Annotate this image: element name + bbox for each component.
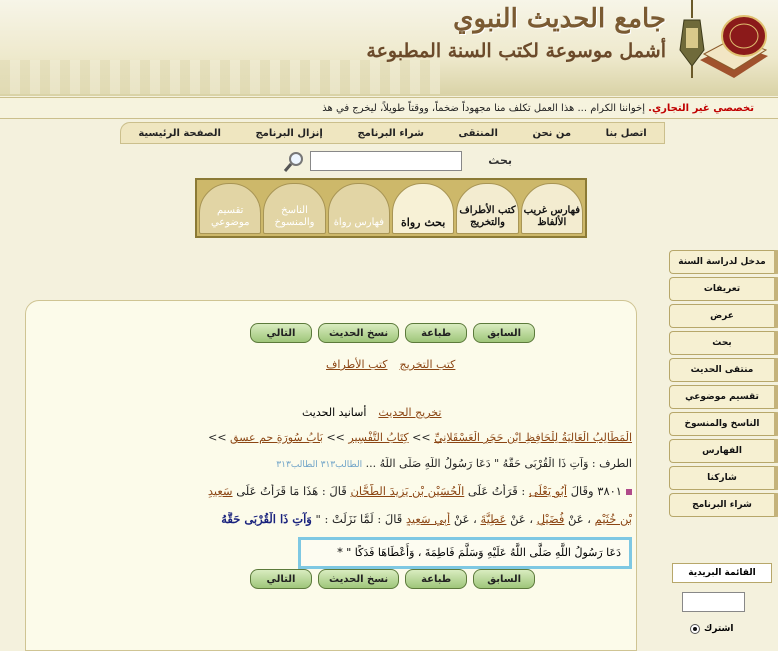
nav-selection[interactable]: المنتقى	[458, 127, 498, 139]
narrator-link[interactable]: أَبِي سَعِيدٍ	[405, 512, 451, 526]
ticker-highlight: تخصصي غير التجاري.	[648, 103, 754, 114]
narrator-link[interactable]: عَطِيَّةَ	[480, 512, 507, 526]
narrator-link[interactable]: بْنِ خُثَيْمٍ	[594, 512, 632, 526]
narrator-link[interactable]: أَبُو يَعْلَى	[528, 484, 568, 498]
tarf-label: الطرف :	[588, 457, 632, 470]
hadith-tarf	[276, 457, 632, 470]
hadith-line-1: ٣٨٠١ وقَالَ أَبُو يَعْلَى : قَرَأْتُ عَلَى الْحُسَيْنِ بْنِ يَزِيدَ الطَّحَّانِ قَالَ : هَذَا مَا قَرَأْتُ عَلَى سَعِيدِ	[208, 484, 632, 498]
magnifier-icon[interactable]	[282, 150, 306, 174]
hadith-links	[302, 406, 441, 419]
takhrij-books-link[interactable]: كتب التخريج	[399, 358, 456, 371]
section-tabs	[195, 178, 587, 238]
next-button[interactable]: التالي	[250, 569, 312, 589]
mailing-list-title: القائمة البريدية	[672, 563, 772, 583]
tarf-text: وَآتِ ذَا الْقُرْبَى حَقَّهُ " دَعَا رَسُولُ اللَّهِ صَلَّى اللَّهُ ...	[365, 457, 589, 470]
sidebar-item-definitions[interactable]: تعريفات	[669, 277, 778, 301]
books-links	[326, 358, 455, 371]
nav-buy[interactable]: شراء البرنامج	[357, 127, 424, 139]
bottom-button-row	[250, 569, 535, 589]
sidebar-item-display[interactable]: عرض	[669, 304, 778, 328]
nav-home[interactable]: الصفحة الرئيسية	[138, 127, 221, 139]
sidebar-item-selection[interactable]: منتقى الحديث	[669, 358, 778, 382]
next-button[interactable]: التالي	[250, 323, 312, 343]
search-label: بحث	[488, 154, 512, 167]
mailing-email-input[interactable]	[682, 592, 745, 612]
path-section-link[interactable]: بَابُ سُورَةِ حم عسق	[230, 431, 323, 444]
site-title: جامع الحديث النبوي	[453, 4, 666, 34]
subscribe-radio[interactable]	[690, 624, 700, 634]
search-input[interactable]	[310, 151, 462, 171]
ticker-text: إخواننا الكرام ... هذا العمل تكلف منا مجهوداً ضخماً، ووقتاً طويلاً، ليخرج في هذ	[322, 103, 649, 114]
narrator-link[interactable]: فُضَيْلٍ	[536, 512, 565, 526]
print-button[interactable]: طباعة	[405, 323, 467, 343]
sidebar-item-share[interactable]: شاركنا	[669, 466, 778, 490]
tab-narrator-index[interactable]: فهارس رواة	[328, 183, 390, 234]
nav-download[interactable]: إنزال البرنامج	[255, 127, 323, 139]
atraf-books-link[interactable]: كتب الأطراف	[326, 358, 388, 371]
sidebar-item-search[interactable]: بحث	[669, 331, 778, 355]
tab-search-narrators[interactable]: بحث رواة	[392, 183, 454, 234]
quran-quote: وَآتِ ذَا الْقُرْبَى حَقَّهُ	[221, 512, 312, 526]
hadith-line-2: بْنِ خُثَيْمٍ ، عَنْ فُضَيْلٍ ، عَنْ عَطِيَّةَ ، عَنْ أَبِي سَعِيدٍ قَالَ : لَمَّا نَزَلَتْ : " وَآتِ ذَا الْقُرْبَى حَقَّهُ	[221, 512, 632, 526]
top-button-row	[250, 323, 535, 343]
nav-contact[interactable]: اتصل بنا	[605, 127, 647, 139]
sidebar	[669, 246, 778, 651]
search-bar	[282, 150, 512, 174]
path-chapter-link[interactable]: كِتَابُ التَّفْسِيرِ	[348, 431, 409, 444]
tab-nasikh-mansukh[interactable]: الناسخ والمنسوخ	[263, 183, 325, 234]
tab-atraf-takhrij[interactable]: كتب الأطراف والتخريج	[456, 183, 518, 234]
news-ticker	[0, 97, 778, 119]
subscribe-label: اشترك	[704, 624, 734, 634]
nav-about[interactable]: من نحن	[532, 127, 572, 139]
subscribe-option[interactable]	[690, 624, 733, 634]
content-panel	[25, 300, 637, 651]
takhrij-link[interactable]: تخريج الحديث	[378, 406, 442, 419]
narrator-link[interactable]: الْحُسَيْنِ بْنِ يَزِيدَ الطَّحَّانِ	[350, 484, 465, 498]
sidebar-item-nasikh[interactable]: الناسخ والمنسوخ	[669, 412, 778, 436]
copy-hadith-button[interactable]: نسخ الحديث	[318, 323, 399, 343]
site-subtitle: أشمل موسوعة لكتب السنة المطبوعة	[366, 40, 666, 62]
sidebar-item-intro[interactable]: مدخل لدراسة السنة	[669, 250, 778, 274]
prev-button[interactable]: السابق	[473, 569, 535, 589]
narrator-link[interactable]: سَعِيدِ	[207, 484, 233, 498]
main-nav	[120, 122, 665, 144]
tarf-refs[interactable]: الطالب٣١٣ الطالب٣١٣	[276, 460, 363, 470]
site-header	[0, 0, 778, 96]
highlighted-hadith-text: دَعَا رَسُولُ اللَّهِ صَلَّى اللَّهُ عَلَيْهِ وَسَلَّمَ فَاطِمَةَ ، وَأَعْطَاهَا فَدَكًا " *	[298, 537, 632, 569]
header-pattern	[0, 60, 440, 94]
asanid-link[interactable]: أسانيد الحديث	[302, 406, 367, 419]
prev-button[interactable]: السابق	[473, 323, 535, 343]
tab-topic-division[interactable]: تقسيم موضوعي	[199, 183, 261, 234]
sidebar-item-indexes[interactable]: الفهارس	[669, 439, 778, 463]
print-button[interactable]: طباعة	[405, 569, 467, 589]
tab-gharib[interactable]: فهارس غريب الألفاظ	[521, 183, 583, 234]
copy-hadith-button[interactable]: نسخ الحديث	[318, 569, 399, 589]
path-book-link[interactable]: الْمَطَالِبُ الْعَالِيَةُ لِلْحَافِظِ ابْنِ حَجَرٍ الْعَسْقَلانِيِّ	[434, 431, 632, 444]
hadith-bullet	[626, 489, 632, 495]
sidebar-item-topics[interactable]: تقسيم موضوعي	[669, 385, 778, 409]
hadith-path: الْمَطَالِبُ الْعَالِيَةُ لِلْحَافِظِ ابْنِ حَجَرٍ الْعَسْقَلانِيِّ >> كِتَابُ التَّفْسِيرِ >> بَابُ سُورَةِ حم عسق >>	[208, 431, 632, 444]
book-icon	[694, 8, 774, 88]
sidebar-item-buy[interactable]: شراء البرنامج	[669, 493, 778, 517]
